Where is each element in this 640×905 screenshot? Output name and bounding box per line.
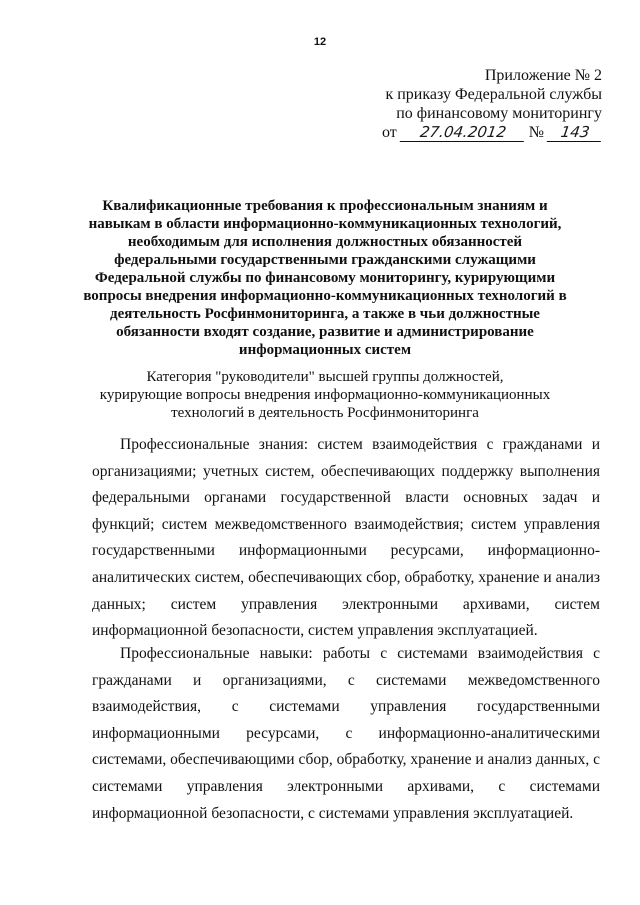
title-line: федеральными государственными гражданскими служащими xyxy=(114,252,536,268)
appendix-order-line: к приказу Федеральной службы xyxy=(385,86,602,103)
category-line: Категория "руководители" высшей группы должностей, xyxy=(146,369,504,385)
appendix-service-line: по финансовому мониторингу xyxy=(396,105,602,122)
handwritten-number: 143 xyxy=(547,124,604,142)
handwritten-date: 27.04.2012 xyxy=(399,124,526,142)
title-line: информационных систем xyxy=(238,342,412,358)
category-line: курирующие вопросы внедрения информационно-коммуникационных xyxy=(99,387,551,403)
number-sign: № xyxy=(528,124,544,141)
title-line: навыкам в области информационно-коммуникационных технологий, xyxy=(88,216,562,232)
title-line: вопросы внедрения информационно-коммуникационных технологий в xyxy=(83,288,567,304)
category-heading xyxy=(80,368,570,422)
professional-knowledge-paragraph: Профессиональные знания: систем взаимодействия с гражданами и организациями; учетных систем, обеспечивающих поддержку выполнения федеральными органами государственной власти основных задач и функций; систем межведомственного взаимодействия; систем управления государственными информационными ресурсами, информационно-аналитических систем, обеспечивающих сбор, обработку, хранение и анализ данных; систем управления электронными архивами, систем информационной безопасности, систем управления эксплуатацией. xyxy=(92,436,600,640)
document-title xyxy=(70,197,580,359)
professional-skills-paragraph: Профессиональные навыки: работы с системами взаимодействия с гражданами и организациями, с системами межведомственного взаимодействия, с системами управления государственными информационными ресурсами, с информационно-аналитическими системами, обеспечивающими сбор, обработку, хранение и анализ данных, с системами управления электронными архивами, с системами информационной безопасности, с системами управления эксплуатацией. xyxy=(92,645,600,822)
date-prefix: от xyxy=(381,124,397,141)
appendix-date-line xyxy=(342,123,602,142)
title-line: необходимым для исполнения должностных обязанностей xyxy=(127,234,523,250)
title-line: обязанности входят создание, развитие и администрирование xyxy=(116,324,534,340)
title-line: деятельность Росфинмониторинга, а также в чьи должностные xyxy=(110,306,540,322)
appendix-header xyxy=(342,66,602,142)
page-number: 12 xyxy=(313,36,327,48)
title-line: Квалификационные требования к профессиональным знаниям и xyxy=(102,198,548,214)
appendix-title: Приложение № 2 xyxy=(484,67,602,84)
category-line: технологий в деятельность Росфинмониторинга xyxy=(171,405,479,421)
title-line: Федеральной службы по финансовому мониторингу, курирующими xyxy=(94,270,556,286)
